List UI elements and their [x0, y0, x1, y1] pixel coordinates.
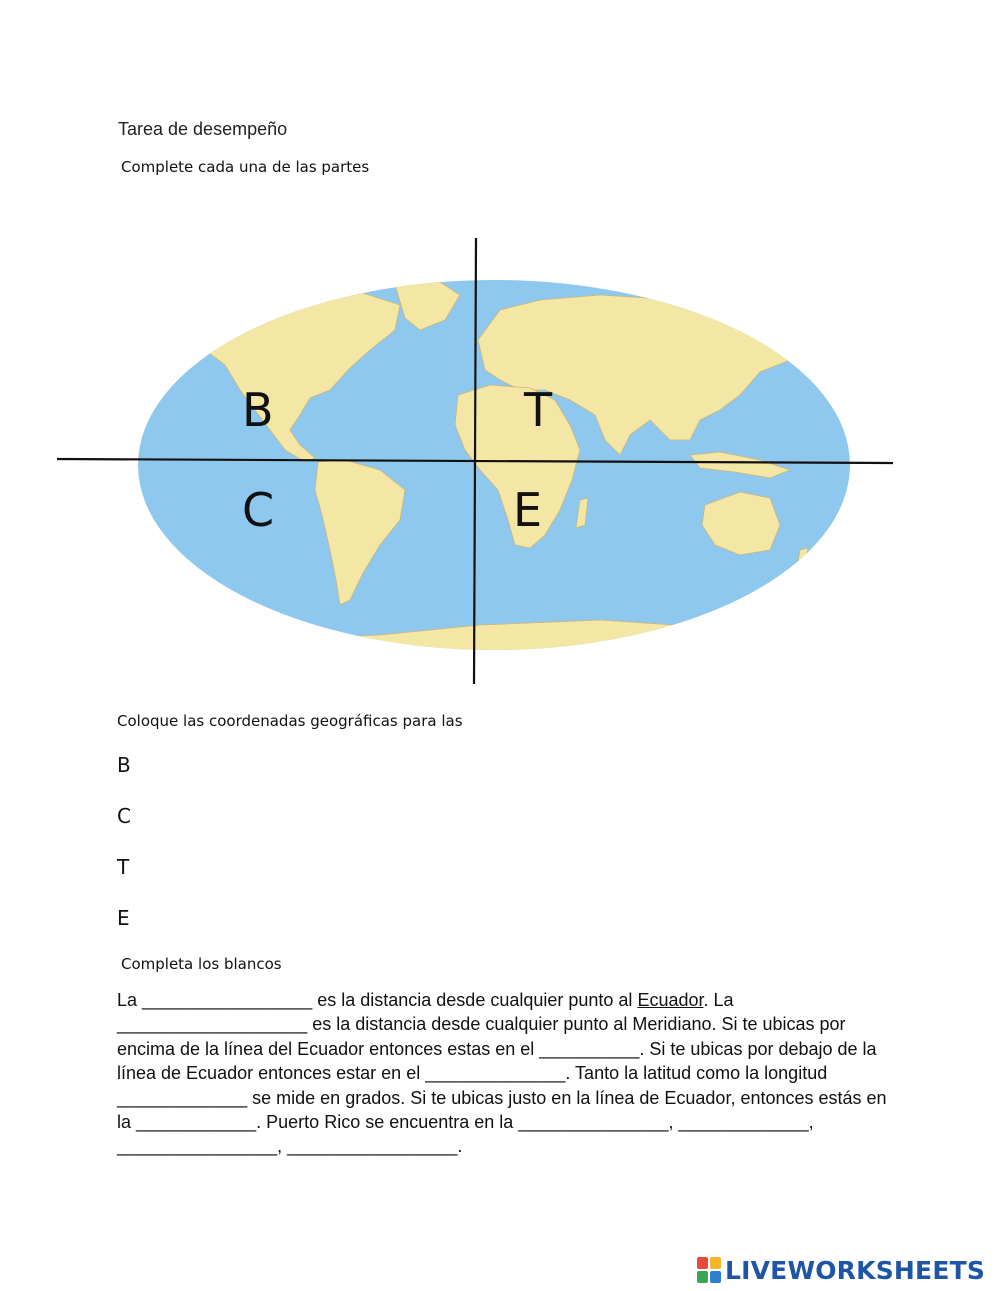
fill-blanks-paragraph: [117, 988, 887, 1159]
quadrant-label-c: C: [242, 483, 275, 537]
para-text: . Puerto Rico se encuentra en la: [256, 1112, 519, 1133]
blank-latitud-cero[interactable]: ____________: [136, 1112, 257, 1133]
quadrant-label-e: E: [513, 483, 543, 537]
coordinate-item-t[interactable]: T: [117, 855, 130, 879]
quadrant-label-t: T: [524, 383, 553, 437]
coordinate-item-c[interactable]: C: [117, 804, 131, 828]
liveworksheets-logo: [697, 1255, 985, 1285]
blank-hemisferio-norte[interactable]: __________: [539, 1038, 640, 1059]
blank-latitud[interactable]: _________________: [142, 990, 313, 1010]
instruction-coordinates: Coloque las coordenadas geográficas para las: [117, 712, 463, 730]
para-text: . Tanto la latitud como la longitud: [565, 1063, 828, 1084]
blank-longitud[interactable]: ___________________: [117, 1014, 308, 1035]
coordinate-item-b[interactable]: B: [117, 753, 131, 777]
para-text: es la distancia desde cualquier punto al: [312, 990, 638, 1010]
liveworksheets-brand: LIVEWORKSHEETS: [725, 1255, 986, 1285]
instruction-complete: Complete cada una de las partes: [121, 158, 370, 176]
para-text: . La: [703, 990, 734, 1010]
para-text: es la distancia desde cualquier punto al Meridiano. Si te ubicas por encima de la línea del Ecuador entonces estas en el: [117, 1014, 846, 1059]
instruction-fill-blanks: Completa los blancos: [121, 955, 282, 973]
ecuador-link: Ecuador: [637, 990, 704, 1010]
blank-puerto-rico-location[interactable]: _______________, _____________, ________________, _________________.: [117, 1112, 814, 1157]
para-text: se mide en grados. Si te ubicas justo en la línea de Ecuador, entonces estás en la: [117, 1087, 887, 1133]
coordinate-item-e[interactable]: E: [117, 906, 130, 930]
para-text: . Si te ubicas por debajo de la línea de Ecuador entonces estar en el: [117, 1038, 877, 1084]
blank-unidad[interactable]: _____________: [117, 1087, 248, 1108]
quadrant-label-b: B: [242, 383, 274, 437]
page-title: Tarea de desempeño: [118, 119, 288, 139]
antarctica: [140, 620, 850, 700]
blank-hemisferio-sur[interactable]: ______________: [425, 1063, 566, 1084]
para-text: La: [117, 990, 143, 1010]
liveworksheets-logo-icon: [697, 1257, 721, 1283]
